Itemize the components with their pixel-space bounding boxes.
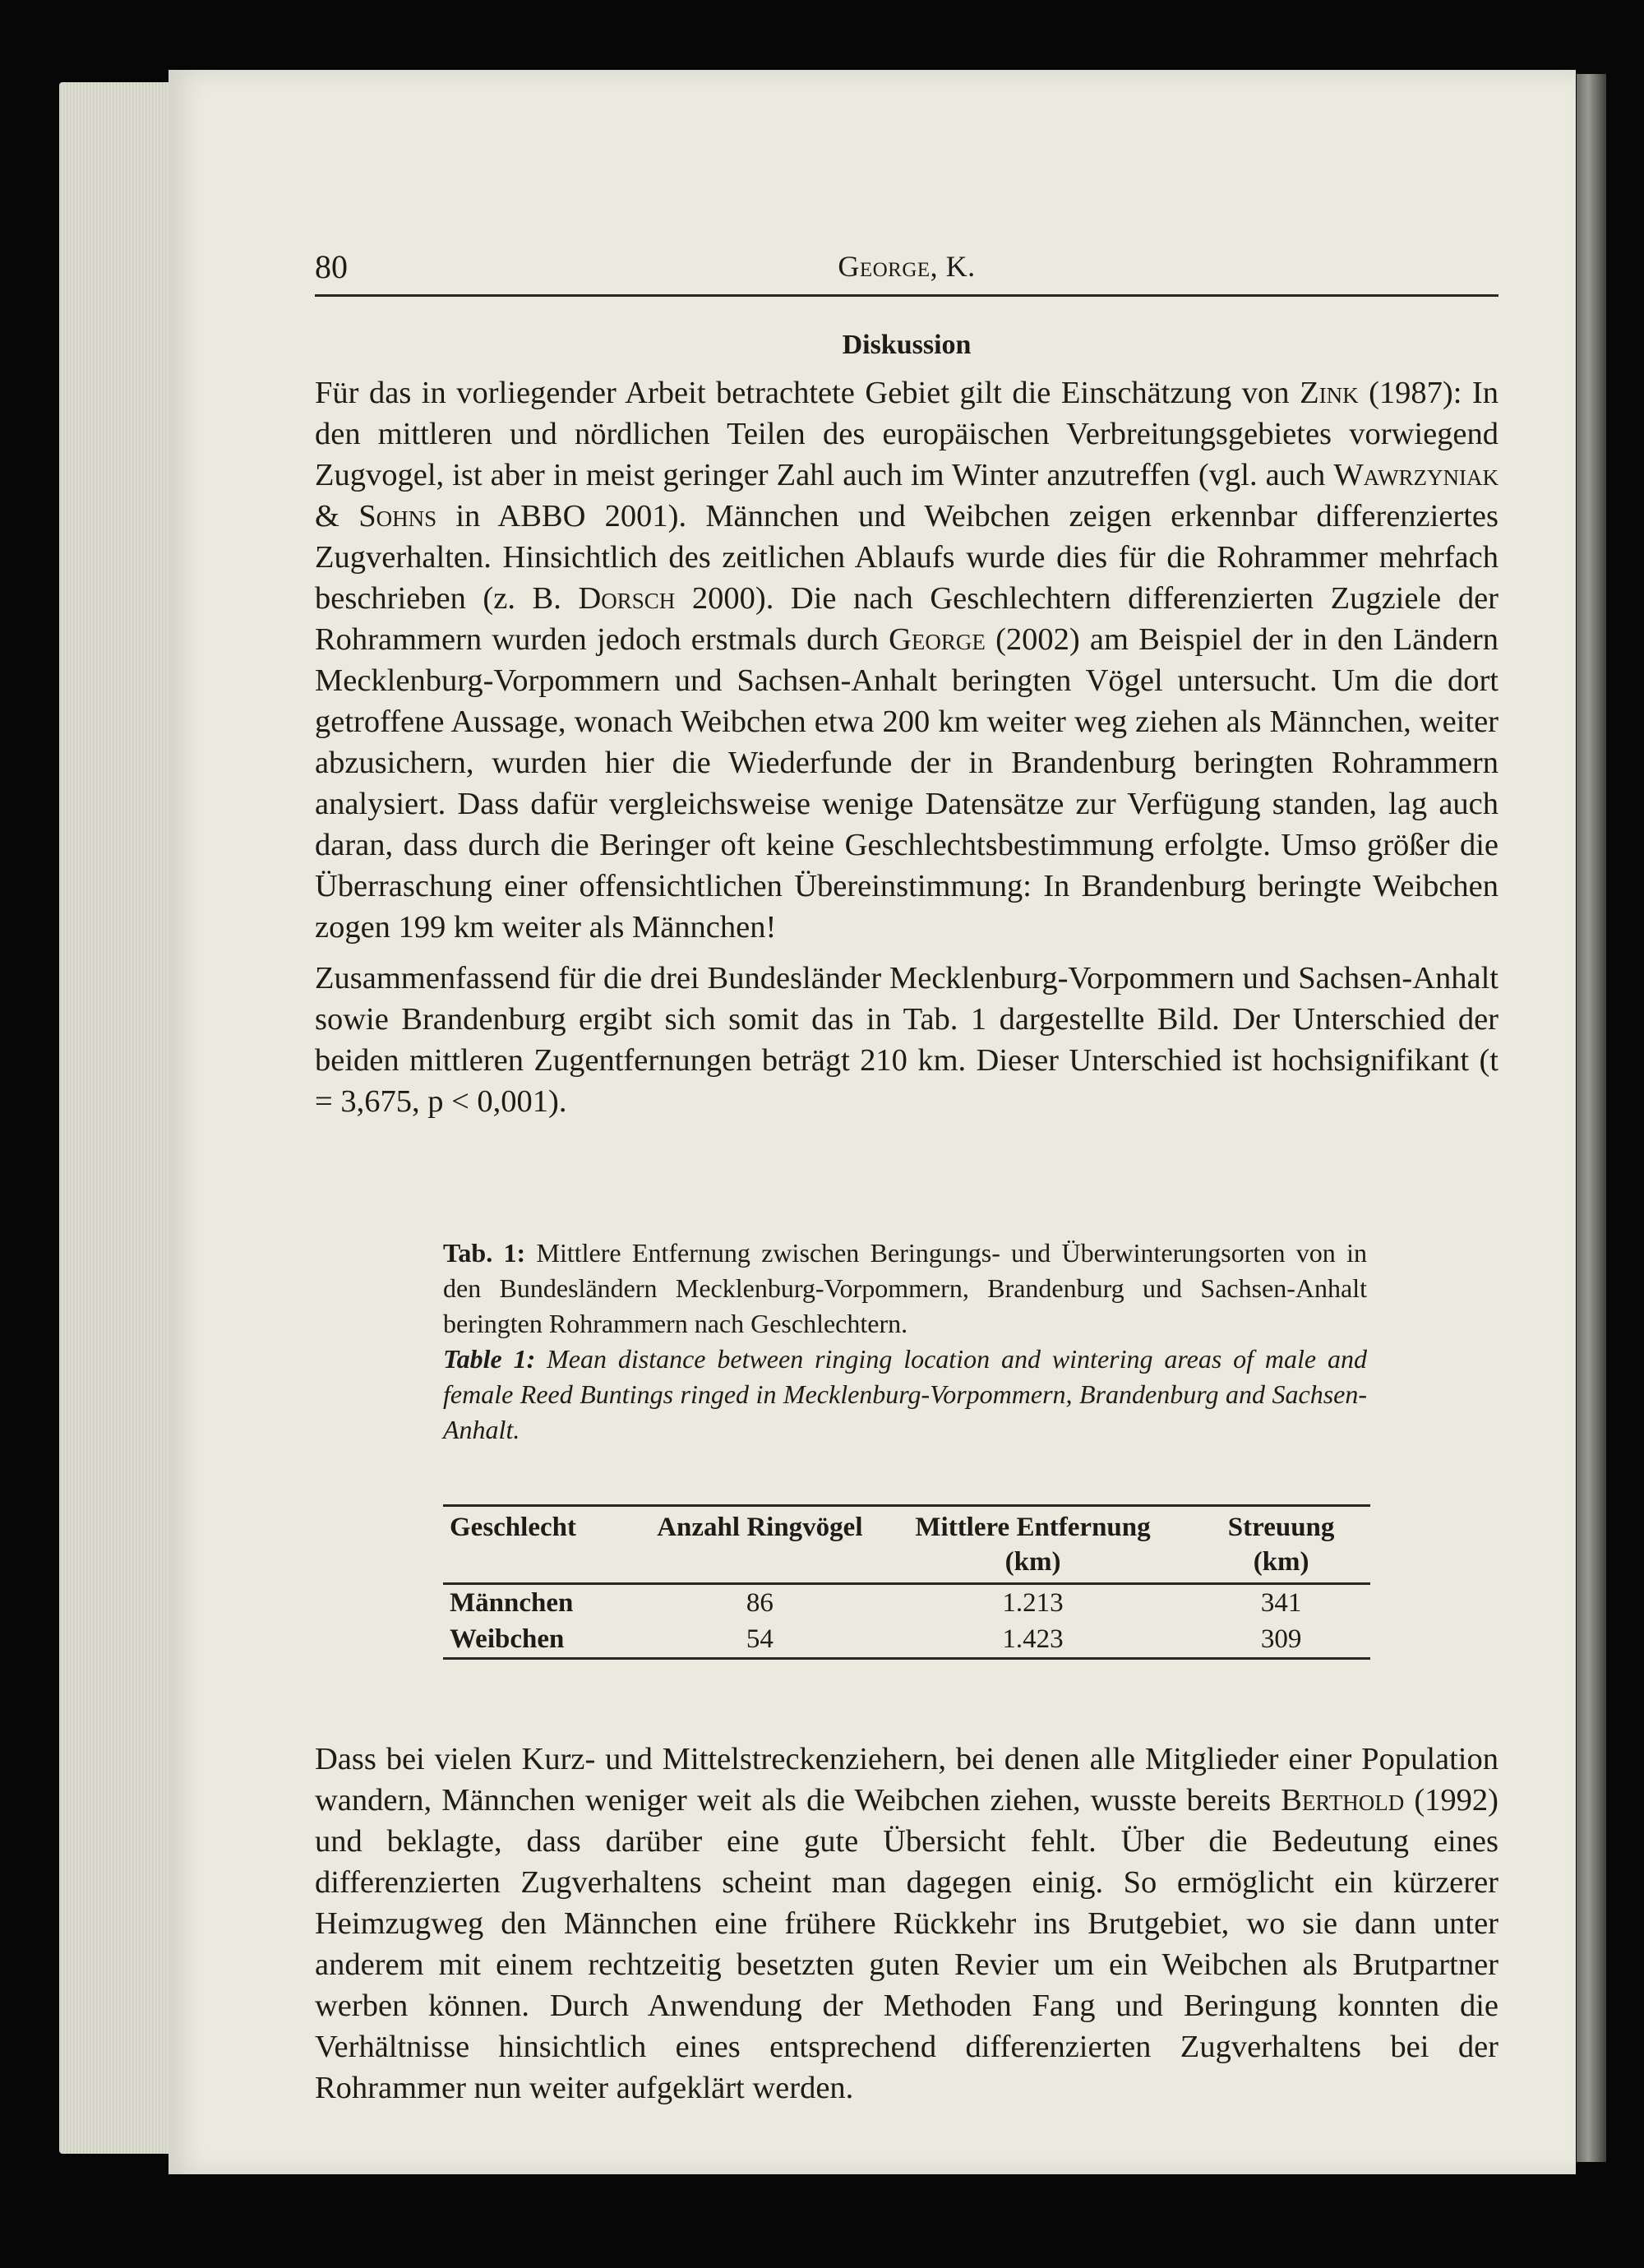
table-caption: [443, 1236, 1367, 1448]
header-rule: [315, 294, 1499, 297]
cell-distance: 1.213: [1002, 1588, 1064, 1618]
caption-english: Table 1: Mean distance between ringing location and wintering areas of male and female Reed Buntings ringed in Mecklenburg-Vorpommern, Brandenburg and Sachsen-Anhalt.: [443, 1344, 1367, 1444]
cell-distance: 1.423: [1002, 1624, 1064, 1654]
header-spread: Streuung (km): [1227, 1513, 1335, 1577]
book-page: [169, 70, 1576, 2174]
author-citation: Sohns: [358, 499, 437, 534]
cell-count: 54: [746, 1624, 774, 1654]
closing-paragraph: Dass bei vielen Kurz- und Mittelstreckenziehern, bei denen alle Mitglieder einer Population wandern, Männchen weniger weit als die Weibchen ziehen, wusste bereits Berthold (1992) und beklagte, dass darüber eine gute Übersicht fehlt. Über die Bedeutung eines differenzierten Zugverhaltens scheint man dagegen einig. So ermöglicht ein kürzerer Heimzugweg den Männchen eine frühere Rückkehr ins Brutgebiet, wo sie dann unter anderem mit einem rechtzeitig besetzten guten Revier um ein Weibchen als Brutpartner werben können. Durch Anwendung der Methoden Fang und Beringung konnten die Verhältnisse hinsichtlich eines entsprechend differenzierten Zugverhaltens bei der Rohrammer nun weiter aufgeklärt werden.: [315, 1742, 1499, 2105]
distance-table: [443, 1504, 1370, 1660]
discussion-paragraph-1: Für das in vorliegender Arbeit betrachtete Gebiet gilt die Einschätzung von Zink (1987): In den mittleren und nördlichen Teilen des europäischen Verbreitungsgebietes vorwiegend Zugvogel, ist aber in meist geringer Zahl auch im Winter anzutreffen (vgl. auch Wawrzyniak & Sohns in ABBO 2001). Männchen und Weibchen zeigen erkennbar differenziertes Zugverhalten. Hinsichtlich des zeitlichen Ablaufs wurde dies für die Rohrammer mehrfach beschrieben (z. B. Dorsch 2000). Die nach Geschlechtern differenzierten Zugziele der Rohrammern wurden jedoch erstmals durch George (2002) am Beispiel der in den Ländern Mecklenburg-Vorpommern und Sachsen-Anhalt beringten Vögel untersucht. Um die dort getroffene Aussage, wonach Weibchen etwa 200 km weiter weg ziehen als Männchen, weiter abzusichern, wurden hier die Wiederfunde der in Brandenburg beringten Rohrammern analysiert. Dass dafür vergleichsweise wenige Datensätze zur Verfügung standen, lag auch daran, dass durch die Beringer oft keine Geschlechtsbestimmung erfolgte. Umso größer die Überraschung einer offensichtlichen Übereinstimmung: In Brandenburg beringte Weibchen zogen 199 km weiter als Männchen!: [315, 376, 1499, 945]
page-header: [315, 247, 1499, 289]
section-heading: Diskussion: [842, 330, 972, 360]
closing-section: [315, 1739, 1499, 2118]
cell-spread: 309: [1260, 1624, 1302, 1654]
table-header-row: [443, 1506, 1370, 1584]
running-head: George, K.: [838, 250, 976, 283]
cell-sex: Männchen: [450, 1588, 574, 1618]
discussion-section: [315, 325, 1499, 1132]
caption-german: Tab. 1: Mittlere Entfernung zwischen Beringungs- und Überwinterungsorten von in den Bundesländern Mecklenburg-Vorpommern, Brandenburg und Sachsen-Anhalt beringten Rohrammern nach Geschlechtern.: [443, 1238, 1368, 1338]
author-citation: Wawrzyniak: [1333, 458, 1499, 492]
header-sex: Geschlecht: [450, 1513, 576, 1542]
book-spine: [1577, 74, 1606, 2162]
header-count: Anzahl Ringvögel: [657, 1513, 863, 1542]
header-distance: Mittlere Entfernung (km): [915, 1513, 1151, 1577]
cell-sex: Weibchen: [450, 1624, 565, 1654]
author-citation: Dorsch: [578, 581, 676, 616]
page-number: 80: [315, 248, 348, 285]
author-citation: George: [889, 622, 986, 657]
page-edges: [59, 82, 178, 2154]
author-citation: Berthold: [1281, 1783, 1405, 1818]
table-row: [443, 1584, 1370, 1622]
cell-count: 86: [746, 1588, 774, 1618]
cell-spread: 341: [1260, 1588, 1302, 1618]
table-row: [443, 1621, 1370, 1659]
discussion-paragraph-2: Zusammenfassend für die drei Bundesländer Mecklenburg-Vorpommern und Sachsen-Anhalt sowie Brandenburg ergibt sich somit das in Tab. 1 dargestellte Bild. Der Unterschied der beiden mittleren Zugentfernungen beträgt 210 km. Dieser Unterschied ist hochsignifikant (t = 3,675, p < 0,001).: [315, 961, 1499, 1119]
author-citation: Zink: [1300, 376, 1359, 410]
